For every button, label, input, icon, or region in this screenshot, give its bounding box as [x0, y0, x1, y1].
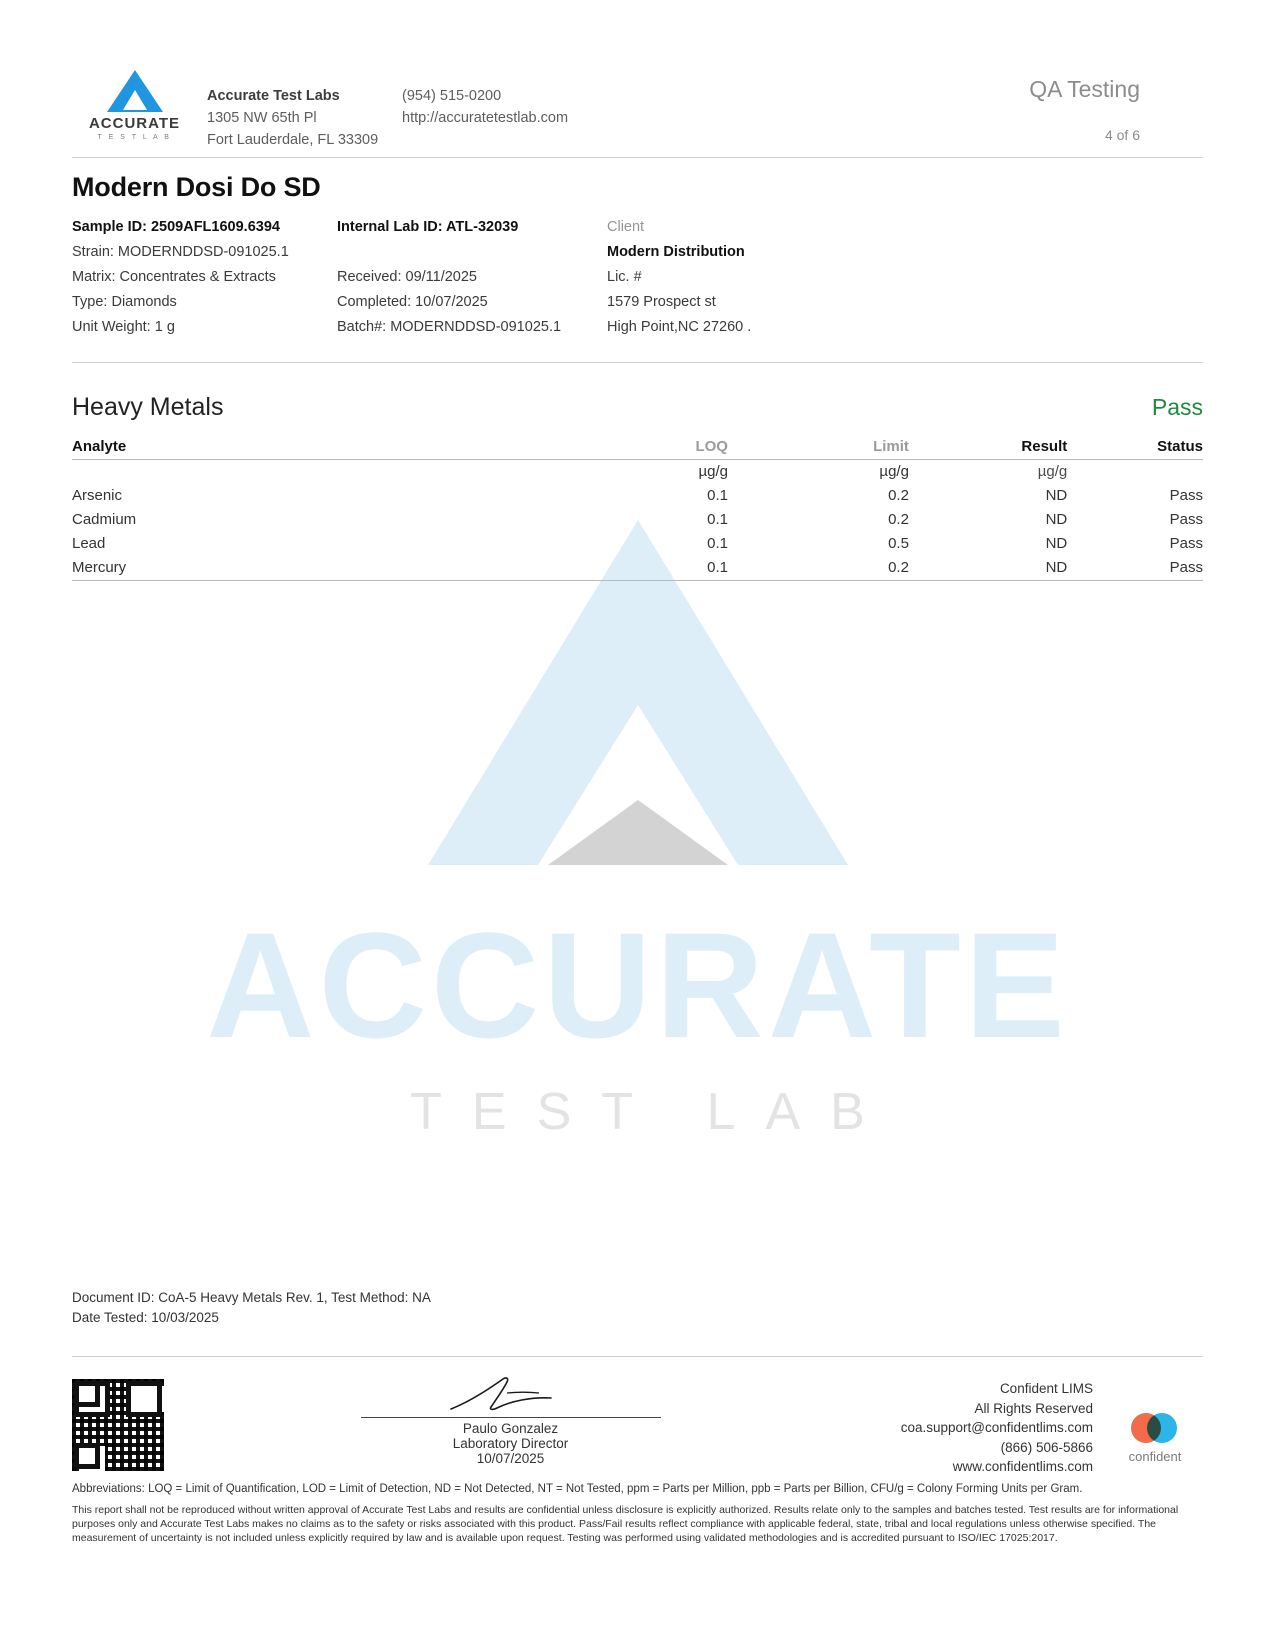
cell-limit: 0.2: [888, 511, 909, 529]
cell-analyte: Lead: [72, 535, 106, 553]
unit-loq: µg/g: [698, 463, 728, 481]
table-row: [72, 508, 1203, 532]
client-address2: High Point,NC 27260 .: [607, 319, 752, 335]
table-row: [72, 556, 1203, 581]
signature-icon: [411, 1375, 611, 1415]
cell-analyte: Mercury: [72, 559, 127, 577]
table-header-row: [72, 438, 1203, 460]
heavy-metals-table: [72, 438, 1203, 581]
cell-loq: 0.1: [707, 487, 728, 505]
cell-loq: 0.1: [707, 511, 728, 529]
footer-divider: [72, 1356, 1203, 1357]
sample-info-column-client: [607, 215, 907, 340]
disclaimer: This report shall not be reproduced without written approval of Accurate Test Labs and results are confidential unless disclosure is explicitly authorized. Results relate only to the samples and batches tested. Test results are for informational purposes only and Accurate Test Labs makes no claims as to the safety or risks associated with this product. Pass/Fail results reflect compliance with applicable federal, state, tribal and local regulations unless otherwise specified. The measurement of uncertainty is not included unless explicitly required by law and is available upon request. Testing was performed using validated methodologies and is accredited pursuant to ISO/IEC 17025:2017.: [72, 1503, 1179, 1545]
table-units-row: [72, 459, 1203, 484]
lims-website[interactable]: www.confidentlims.com: [952, 1459, 1093, 1475]
sample-info-column-left: [72, 215, 337, 340]
client-label: Client: [607, 219, 645, 236]
header-right: [1029, 62, 1140, 143]
table-row: [72, 484, 1203, 508]
lims-info: [857, 1379, 1107, 1477]
page-header: [0, 0, 1275, 151]
cell-analyte: Arsenic: [72, 487, 123, 505]
lab-name: Accurate Test Labs: [207, 88, 340, 104]
section-status-badge: Pass: [1151, 393, 1203, 420]
lims-rights: All Rights Reserved: [974, 1400, 1093, 1416]
column-header-status: Status: [1067, 438, 1203, 460]
report-type: QA Testing: [1029, 76, 1140, 102]
client-license: Lic. #: [607, 269, 642, 286]
confident-logo: [1107, 1379, 1203, 1477]
cell-status: Pass: [1169, 511, 1203, 529]
confident-label: confident: [1128, 1449, 1182, 1465]
cell-result: ND: [1045, 511, 1068, 529]
sample-id: Sample ID: 2509AFL1609.6394: [72, 219, 280, 236]
column-header-result: Result: [909, 438, 1067, 460]
lab-website[interactable]: http://accuratetestlab.com: [402, 109, 569, 126]
lims-email[interactable]: coa.support@confidentlims.com: [900, 1420, 1093, 1436]
watermark-subword: TEST LAB: [410, 1083, 895, 1141]
lab-address: [207, 62, 402, 151]
page-footer: [72, 1348, 1203, 1545]
cell-status: Pass: [1169, 487, 1203, 505]
unit-limit: µg/g: [879, 463, 909, 481]
lims-name: Confident LIMS: [999, 1381, 1093, 1396]
lab-phone: (954) 515-0200: [402, 88, 502, 104]
document-id: Document ID: CoA-5 Heavy Metals Rev. 1, Test Method: NA: [72, 1290, 431, 1305]
received-date: Received: 09/11/2025: [337, 269, 478, 286]
completed-date: Completed: 10/07/2025: [337, 294, 488, 311]
section-title: Heavy Metals: [72, 392, 224, 421]
abbreviations: Abbreviations: LOQ = Limit of Quantification, LOD = Limit of Detection, ND = Not Detected, NT = Not Tested, ppm = Parts per Million, ppb = Parts per Billion, CFU/g = Colony Forming Units per Gram.: [72, 1482, 1083, 1495]
internal-lab-id: Internal Lab ID: ATL-32039: [337, 219, 519, 236]
page-title: Modern Dosi Do SD: [72, 172, 321, 203]
signer-name: Paulo Gonzalez: [462, 1421, 559, 1436]
heavy-metals-table-wrap: [0, 422, 1275, 581]
confident-circles-icon: [1131, 1413, 1179, 1443]
signer-role: Laboratory Director: [452, 1436, 569, 1451]
logo-subtitle: T E S T L A B: [97, 134, 172, 141]
column-header-limit: Limit: [728, 438, 909, 460]
sample-strain: Strain: MODERNDDSD-091025.1: [72, 244, 289, 261]
sample-type: Type: Diamonds: [72, 294, 177, 311]
sample-info: [0, 203, 1275, 340]
column-header-loq: LOQ: [524, 438, 728, 460]
cell-status: Pass: [1169, 535, 1203, 553]
date-tested: Date Tested: 10/03/2025: [72, 1309, 219, 1325]
lab-address-line1: 1305 NW 65th Pl: [207, 109, 317, 126]
cell-result: ND: [1045, 535, 1068, 553]
cell-loq: 0.1: [707, 535, 728, 553]
lab-address-line2: Fort Lauderdale, FL 33309: [207, 131, 379, 148]
triangle-logo-icon: [107, 70, 163, 112]
batch-number: Batch#: MODERNDDSD-091025.1: [337, 319, 562, 335]
client-address1: 1579 Prospect st: [607, 294, 716, 311]
signature-block: [164, 1375, 857, 1477]
page-indicator: 4 of 6: [1104, 127, 1140, 143]
lab-contact: [402, 62, 662, 130]
cell-loq: 0.1: [707, 559, 728, 577]
unit-result: µg/g: [1037, 463, 1068, 481]
signed-date: 10/07/2025: [476, 1451, 545, 1466]
cell-limit: 0.2: [888, 559, 909, 577]
signature-line: [361, 1417, 661, 1418]
cell-analyte: Cadmium: [72, 511, 137, 529]
qr-code[interactable]: [72, 1379, 164, 1471]
sample-matrix: Matrix: Concentrates & Extracts: [72, 269, 276, 286]
cell-status: Pass: [1169, 559, 1203, 577]
watermark: [0, 520, 1275, 1142]
section-header-heavy-metals: [72, 362, 1203, 422]
cell-result: ND: [1045, 487, 1068, 505]
client-name: Modern Distribution: [607, 244, 745, 261]
cell-limit: 0.2: [888, 487, 909, 505]
lims-phone: (866) 506-5866: [1000, 1439, 1093, 1455]
sample-info-column-middle: [337, 215, 607, 340]
lab-logo: [72, 62, 197, 141]
document-info: [72, 1288, 431, 1327]
logo-name: ACCURATE: [88, 115, 181, 132]
column-header-analyte: Analyte: [72, 438, 524, 460]
cell-result: ND: [1045, 559, 1068, 577]
sample-unit-weight: Unit Weight: 1 g: [72, 319, 175, 335]
cell-limit: 0.5: [888, 535, 909, 553]
table-row: [72, 532, 1203, 556]
watermark-word: ACCURATE: [206, 901, 1069, 1069]
